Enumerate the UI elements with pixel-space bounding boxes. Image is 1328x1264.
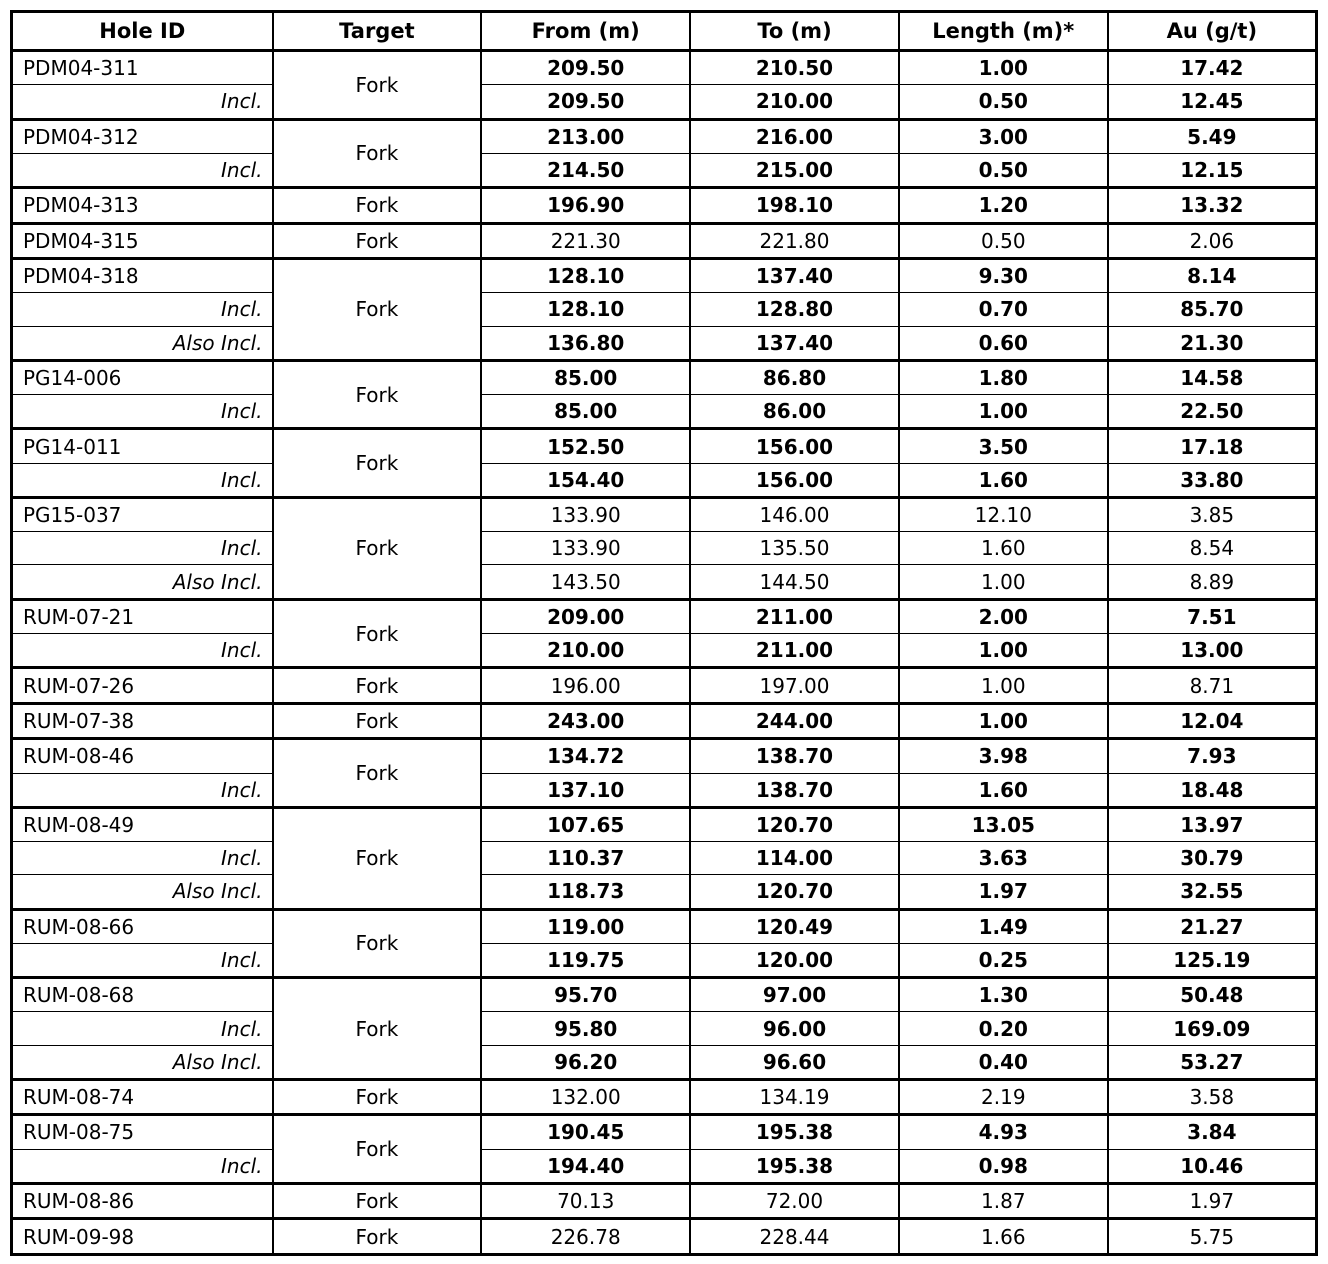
table-row (12, 943, 1317, 977)
to-cell: 134.19 (690, 1079, 899, 1114)
length-cell: 13.05 (899, 807, 1108, 841)
col-header-target: Target (273, 12, 482, 51)
table-row (12, 119, 1317, 153)
length-cell: 0.50 (899, 153, 1108, 187)
from-cell: 209.50 (481, 85, 690, 119)
drill-results-table (10, 10, 1318, 1256)
length-cell: 2.00 (899, 599, 1108, 633)
from-cell: 190.45 (481, 1115, 690, 1149)
to-cell: 211.00 (690, 599, 899, 633)
length-cell: 1.97 (899, 875, 1108, 909)
incl-label-cell: Incl. (12, 85, 273, 119)
hole-id-cell: RUM-07-38 (12, 703, 273, 738)
to-cell: 96.00 (690, 1012, 899, 1045)
col-header-length: Length (m)* (899, 12, 1108, 51)
from-cell: 137.10 (481, 773, 690, 807)
length-cell: 1.00 (899, 51, 1108, 85)
to-cell: 195.38 (690, 1149, 899, 1183)
length-cell: 1.49 (899, 909, 1108, 943)
from-cell: 128.10 (481, 293, 690, 326)
from-cell: 110.37 (481, 842, 690, 875)
incl-label-cell: Also Incl. (12, 875, 273, 909)
from-cell: 209.00 (481, 599, 690, 633)
hole-id-cell: PDM04-311 (12, 51, 273, 85)
au-cell: 2.06 (1108, 223, 1317, 258)
length-cell: 1.87 (899, 1183, 1108, 1218)
length-cell: 1.00 (899, 634, 1108, 668)
au-cell: 3.58 (1108, 1079, 1317, 1114)
table-row (12, 85, 1317, 119)
hole-id-cell: PG14-011 (12, 429, 273, 463)
incl-label-cell: Also Incl. (12, 1045, 273, 1079)
au-cell: 5.49 (1108, 119, 1317, 153)
from-cell: 194.40 (481, 1149, 690, 1183)
hole-id-cell: RUM-08-46 (12, 739, 273, 773)
from-cell: 196.90 (481, 188, 690, 223)
au-cell: 13.32 (1108, 188, 1317, 223)
to-cell: 210.00 (690, 85, 899, 119)
table-row (12, 1183, 1317, 1218)
length-cell: 2.19 (899, 1079, 1108, 1114)
to-cell: 195.38 (690, 1115, 899, 1149)
from-cell: 128.10 (481, 259, 690, 293)
table-row (12, 1045, 1317, 1079)
table-body (12, 51, 1317, 1255)
from-cell: 107.65 (481, 807, 690, 841)
au-cell: 12.04 (1108, 703, 1317, 738)
to-cell: 120.70 (690, 875, 899, 909)
to-cell: 97.00 (690, 978, 899, 1012)
from-cell: 136.80 (481, 326, 690, 360)
length-cell: 0.40 (899, 1045, 1108, 1079)
target-cell: Fork (273, 1183, 482, 1218)
length-cell: 0.70 (899, 293, 1108, 326)
from-cell: 70.13 (481, 1183, 690, 1218)
length-cell: 0.98 (899, 1149, 1108, 1183)
hole-id-cell: PDM04-313 (12, 188, 273, 223)
hole-id-cell: PDM04-312 (12, 119, 273, 153)
target-cell: Fork (273, 188, 482, 223)
length-cell: 0.60 (899, 326, 1108, 360)
target-cell: Fork (273, 1079, 482, 1114)
au-cell: 17.42 (1108, 51, 1317, 85)
hole-id-cell: RUM-07-21 (12, 599, 273, 633)
au-cell: 1.97 (1108, 1183, 1317, 1218)
to-cell: 86.00 (690, 395, 899, 429)
table-row (12, 223, 1317, 258)
length-cell: 1.30 (899, 978, 1108, 1012)
incl-label-cell: Incl. (12, 773, 273, 807)
from-cell: 152.50 (481, 429, 690, 463)
table-row (12, 807, 1317, 841)
from-cell: 85.00 (481, 395, 690, 429)
to-cell: 228.44 (690, 1219, 899, 1255)
au-cell: 13.00 (1108, 634, 1317, 668)
au-cell: 32.55 (1108, 875, 1317, 909)
to-cell: 96.60 (690, 1045, 899, 1079)
table-row (12, 1115, 1317, 1149)
table-row (12, 293, 1317, 326)
to-cell: 144.50 (690, 565, 899, 599)
from-cell: 143.50 (481, 565, 690, 599)
hole-id-cell: RUM-07-26 (12, 668, 273, 703)
au-cell: 3.85 (1108, 498, 1317, 532)
target-cell: Fork (273, 51, 482, 120)
table-row (12, 668, 1317, 703)
to-cell: 138.70 (690, 773, 899, 807)
to-cell: 128.80 (690, 293, 899, 326)
table-row (12, 634, 1317, 668)
au-cell: 14.58 (1108, 360, 1317, 394)
from-cell: 213.00 (481, 119, 690, 153)
au-cell: 8.54 (1108, 532, 1317, 565)
col-header-au: Au (g/t) (1108, 12, 1317, 51)
au-cell: 18.48 (1108, 773, 1317, 807)
table-row (12, 739, 1317, 773)
to-cell: 135.50 (690, 532, 899, 565)
from-cell: 210.00 (481, 634, 690, 668)
table-header (12, 12, 1317, 51)
to-cell: 197.00 (690, 668, 899, 703)
header-row (12, 12, 1317, 51)
table-row (12, 565, 1317, 599)
length-cell: 1.60 (899, 773, 1108, 807)
table-row (12, 1219, 1317, 1255)
au-cell: 85.70 (1108, 293, 1317, 326)
hole-id-cell: RUM-08-86 (12, 1183, 273, 1218)
au-cell: 30.79 (1108, 842, 1317, 875)
from-cell: 118.73 (481, 875, 690, 909)
length-cell: 0.25 (899, 943, 1108, 977)
au-cell: 8.89 (1108, 565, 1317, 599)
au-cell: 8.71 (1108, 668, 1317, 703)
au-cell: 8.14 (1108, 259, 1317, 293)
to-cell: 156.00 (690, 429, 899, 463)
hole-id-cell: RUM-09-98 (12, 1219, 273, 1255)
to-cell: 137.40 (690, 259, 899, 293)
from-cell: 119.75 (481, 943, 690, 977)
length-cell: 1.00 (899, 668, 1108, 703)
to-cell: 120.00 (690, 943, 899, 977)
target-cell: Fork (273, 978, 482, 1080)
incl-label-cell: Incl. (12, 1012, 273, 1045)
incl-label-cell: Also Incl. (12, 326, 273, 360)
to-cell: 146.00 (690, 498, 899, 532)
incl-label-cell: Incl. (12, 1149, 273, 1183)
table-row (12, 360, 1317, 394)
to-cell: 86.80 (690, 360, 899, 394)
table-row (12, 599, 1317, 633)
from-cell: 154.40 (481, 463, 690, 497)
from-cell: 95.80 (481, 1012, 690, 1045)
table-row (12, 188, 1317, 223)
from-cell: 226.78 (481, 1219, 690, 1255)
au-cell: 125.19 (1108, 943, 1317, 977)
table-row (12, 842, 1317, 875)
hole-id-cell: RUM-08-75 (12, 1115, 273, 1149)
length-cell: 3.63 (899, 842, 1108, 875)
to-cell: 216.00 (690, 119, 899, 153)
table-row (12, 498, 1317, 532)
length-cell: 1.00 (899, 703, 1108, 738)
length-cell: 12.10 (899, 498, 1108, 532)
au-cell: 12.45 (1108, 85, 1317, 119)
from-cell: 221.30 (481, 223, 690, 258)
target-cell: Fork (273, 360, 482, 429)
au-cell: 7.51 (1108, 599, 1317, 633)
target-cell: Fork (273, 498, 482, 600)
incl-label-cell: Incl. (12, 293, 273, 326)
length-cell: 4.93 (899, 1115, 1108, 1149)
target-cell: Fork (273, 1219, 482, 1255)
length-cell: 1.80 (899, 360, 1108, 394)
from-cell: 209.50 (481, 51, 690, 85)
incl-label-cell: Incl. (12, 463, 273, 497)
hole-id-cell: RUM-08-74 (12, 1079, 273, 1114)
au-cell: 50.48 (1108, 978, 1317, 1012)
hole-id-cell: RUM-08-68 (12, 978, 273, 1012)
target-cell: Fork (273, 1115, 482, 1184)
table-row (12, 532, 1317, 565)
to-cell: 211.00 (690, 634, 899, 668)
target-cell: Fork (273, 429, 482, 498)
table-row (12, 395, 1317, 429)
length-cell: 1.60 (899, 463, 1108, 497)
length-cell: 3.00 (899, 119, 1108, 153)
au-cell: 53.27 (1108, 1045, 1317, 1079)
from-cell: 119.00 (481, 909, 690, 943)
table-row (12, 429, 1317, 463)
target-cell: Fork (273, 668, 482, 703)
table-row (12, 909, 1317, 943)
incl-label-cell: Incl. (12, 395, 273, 429)
length-cell: 1.00 (899, 565, 1108, 599)
hole-id-cell: PDM04-315 (12, 223, 273, 258)
from-cell: 134.72 (481, 739, 690, 773)
table-row (12, 259, 1317, 293)
au-cell: 21.27 (1108, 909, 1317, 943)
from-cell: 85.00 (481, 360, 690, 394)
table-row (12, 51, 1317, 85)
table-row (12, 1012, 1317, 1045)
target-cell: Fork (273, 909, 482, 978)
length-cell: 0.50 (899, 85, 1108, 119)
length-cell: 3.50 (899, 429, 1108, 463)
target-cell: Fork (273, 739, 482, 808)
to-cell: 120.49 (690, 909, 899, 943)
table-row (12, 978, 1317, 1012)
hole-id-cell: RUM-08-66 (12, 909, 273, 943)
to-cell: 198.10 (690, 188, 899, 223)
from-cell: 133.90 (481, 498, 690, 532)
au-cell: 169.09 (1108, 1012, 1317, 1045)
to-cell: 72.00 (690, 1183, 899, 1218)
table-row (12, 326, 1317, 360)
table-row (12, 153, 1317, 187)
to-cell: 215.00 (690, 153, 899, 187)
au-cell: 3.84 (1108, 1115, 1317, 1149)
length-cell: 1.20 (899, 188, 1108, 223)
hole-id-cell: PDM04-318 (12, 259, 273, 293)
table-row (12, 703, 1317, 738)
table-row (12, 1079, 1317, 1114)
target-cell: Fork (273, 599, 482, 668)
target-cell: Fork (273, 223, 482, 258)
incl-label-cell: Incl. (12, 943, 273, 977)
table-row (12, 463, 1317, 497)
col-header-hole-id: Hole ID (12, 12, 273, 51)
au-cell: 33.80 (1108, 463, 1317, 497)
incl-label-cell: Incl. (12, 532, 273, 565)
to-cell: 137.40 (690, 326, 899, 360)
hole-id-cell: PG14-006 (12, 360, 273, 394)
to-cell: 156.00 (690, 463, 899, 497)
length-cell: 1.60 (899, 532, 1108, 565)
from-cell: 96.20 (481, 1045, 690, 1079)
table-row (12, 773, 1317, 807)
from-cell: 132.00 (481, 1079, 690, 1114)
target-cell: Fork (273, 119, 482, 188)
length-cell: 0.50 (899, 223, 1108, 258)
au-cell: 7.93 (1108, 739, 1317, 773)
from-cell: 95.70 (481, 978, 690, 1012)
col-header-from: From (m) (481, 12, 690, 51)
target-cell: Fork (273, 259, 482, 361)
incl-label-cell: Incl. (12, 153, 273, 187)
from-cell: 133.90 (481, 532, 690, 565)
length-cell: 1.00 (899, 395, 1108, 429)
target-cell: Fork (273, 703, 482, 738)
length-cell: 1.66 (899, 1219, 1108, 1255)
au-cell: 5.75 (1108, 1219, 1317, 1255)
to-cell: 221.80 (690, 223, 899, 258)
au-cell: 10.46 (1108, 1149, 1317, 1183)
length-cell: 9.30 (899, 259, 1108, 293)
au-cell: 21.30 (1108, 326, 1317, 360)
au-cell: 13.97 (1108, 807, 1317, 841)
au-cell: 12.15 (1108, 153, 1317, 187)
table-row (12, 875, 1317, 909)
hole-id-cell: RUM-08-49 (12, 807, 273, 841)
to-cell: 138.70 (690, 739, 899, 773)
col-header-to: To (m) (690, 12, 899, 51)
from-cell: 243.00 (481, 703, 690, 738)
incl-label-cell: Incl. (12, 634, 273, 668)
to-cell: 114.00 (690, 842, 899, 875)
target-cell: Fork (273, 807, 482, 909)
from-cell: 196.00 (481, 668, 690, 703)
length-cell: 0.20 (899, 1012, 1108, 1045)
incl-label-cell: Incl. (12, 842, 273, 875)
au-cell: 22.50 (1108, 395, 1317, 429)
au-cell: 17.18 (1108, 429, 1317, 463)
hole-id-cell: PG15-037 (12, 498, 273, 532)
length-cell: 3.98 (899, 739, 1108, 773)
from-cell: 214.50 (481, 153, 690, 187)
to-cell: 120.70 (690, 807, 899, 841)
to-cell: 244.00 (690, 703, 899, 738)
incl-label-cell: Also Incl. (12, 565, 273, 599)
to-cell: 210.50 (690, 51, 899, 85)
table-row (12, 1149, 1317, 1183)
